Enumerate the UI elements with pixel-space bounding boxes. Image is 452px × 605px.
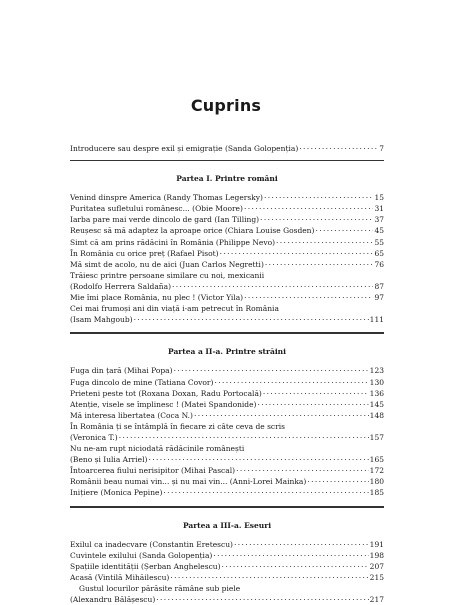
toc-entry-page: 172 xyxy=(369,466,384,476)
section-divider xyxy=(70,507,384,508)
toc-entry-title: Atenție, visele se împlinesc ! (Matei Spandonide) xyxy=(70,399,257,409)
toc-entry-page: 185 xyxy=(369,488,384,498)
toc-entry-title: În România cu orice preț (Rafael Pisot) xyxy=(70,248,219,258)
toc-entry-title: Prieteni peste tot (Roxana Doxan, Radu Portocală) xyxy=(70,388,262,398)
toc-entry-title-line: Gustul locurilor părăsite rămâne sub piele xyxy=(79,584,241,593)
toc-entry-title: Spațiile identității (Șerban Anghelescu) xyxy=(70,561,221,571)
toc-entry-title: Fuga din țară (Mihai Popa) xyxy=(70,366,173,376)
section-divider xyxy=(70,333,384,334)
toc-entry xyxy=(70,399,384,410)
toc-entry-page: 55 xyxy=(374,237,384,247)
toc-entry-page: 198 xyxy=(369,550,384,560)
section-heading: Partea I. Printre români xyxy=(176,174,278,184)
section-heading: Partea a III-a. Eseuri xyxy=(182,520,272,530)
toc-entry xyxy=(70,410,384,421)
toc-entry-page: 215 xyxy=(369,572,384,582)
toc-entry-page: 136 xyxy=(369,388,384,398)
toc-entry xyxy=(70,487,384,498)
dot-leader xyxy=(148,454,368,462)
toc-entry xyxy=(70,572,384,583)
toc-entry-page: 180 xyxy=(369,477,384,487)
dot-leader xyxy=(174,365,369,373)
toc-entry-page: 15 xyxy=(374,193,384,203)
dot-leader xyxy=(315,225,373,233)
toc-entry xyxy=(70,237,384,248)
toc-entry xyxy=(70,203,384,214)
toc-entry-page: 217 xyxy=(369,595,384,605)
dot-leader xyxy=(234,539,369,547)
toc-entry-page: 148 xyxy=(369,410,384,420)
toc-entry-title: (Beno și Iulia Arriel) xyxy=(70,455,148,465)
toc-entry xyxy=(70,259,384,270)
toc-entry-page: 76 xyxy=(374,259,384,269)
toc-entry-page: 65 xyxy=(374,248,384,258)
toc-entry xyxy=(70,377,384,388)
toc-entry-title: Exilul ca inadecvare (Constantin Eretescu) xyxy=(70,539,233,549)
toc-entry-title-line: Nu ne-am rupt niciodată rădăcinile românești xyxy=(70,444,245,454)
toc-entry-title: Mă simt de acolo, nu de aici (Juan Carlos Negretti) xyxy=(70,259,264,269)
toc-entry-title: Venind dinspre America (Randy Thomas Legersky) xyxy=(70,193,263,203)
toc-entry-page: 87 xyxy=(374,281,384,291)
toc-entry-page: 207 xyxy=(369,561,384,571)
toc-entry-title: (Rodolfo Herrera Saldaña) xyxy=(70,281,172,291)
dot-leader xyxy=(194,410,369,418)
dot-leader xyxy=(220,248,374,256)
toc-entry xyxy=(70,225,384,236)
toc-entry xyxy=(70,539,384,550)
toc-entry-title: Mă interesa libertatea (Coca N.) xyxy=(70,410,193,420)
toc-section xyxy=(70,333,384,506)
dot-leader xyxy=(119,432,369,440)
toc-entry-page: 145 xyxy=(369,399,384,409)
dot-leader xyxy=(170,572,368,580)
dot-leader xyxy=(156,594,368,602)
dot-leader xyxy=(163,487,368,495)
toc-entry-title: (Veronica T.) xyxy=(70,432,118,442)
toc-entry-page: 31 xyxy=(374,204,384,214)
toc-entry xyxy=(70,465,384,476)
toc-entry-page: 123 xyxy=(369,366,384,376)
toc-entry xyxy=(70,248,384,259)
dot-leader xyxy=(265,259,374,267)
toc-entry xyxy=(70,550,384,561)
toc-entry-title: (Isam Mahgoub) xyxy=(70,315,133,325)
toc-entry-title: Mie îmi place România, nu plec ! (Victor Yila) xyxy=(70,293,244,303)
dot-leader xyxy=(257,399,368,407)
toc-entry-title-line: Cei mai frumoși ani din viață i-am petrecut în România xyxy=(70,304,279,314)
dot-leader xyxy=(172,281,373,289)
toc-entry-title: Inițiere (Monica Pepine) xyxy=(70,488,163,498)
toc-entry-page: 37 xyxy=(374,215,384,225)
toc-entry-title: Simt că am prins rădăcini în România (Philippe Nevo) xyxy=(70,237,276,247)
toc-entry-page: 157 xyxy=(369,432,384,442)
dot-leader xyxy=(213,550,368,558)
toc-entry-page: 97 xyxy=(374,293,384,303)
dot-leader xyxy=(236,465,369,473)
toc-section xyxy=(70,154,384,333)
toc-entry-title: Cuvintele exilului (Sanda Golopenția) xyxy=(70,550,213,560)
toc-entry xyxy=(70,594,384,605)
toc-entry xyxy=(70,281,384,292)
page-title: Cuprins xyxy=(190,96,262,115)
toc-entry-title: Introducere sau despre exil și emigrație (Sanda Golopenția) xyxy=(70,144,299,153)
toc-entry-title-line: În România ți se întâmplă în fiecare zi câte ceva de scris xyxy=(70,421,285,431)
toc-entry xyxy=(70,454,384,465)
toc-entry-page: 45 xyxy=(374,226,384,236)
dot-leader xyxy=(263,388,369,396)
toc-entry xyxy=(70,292,384,303)
toc-entry-page: 130 xyxy=(369,377,384,387)
toc-entry-title: Iarba pare mai verde dincolo de gard (Ian Tilling) xyxy=(70,215,260,225)
dot-leader xyxy=(214,377,368,385)
toc-section xyxy=(70,507,384,605)
toc-entry-title: Românii beau numai vin... și nu mai vin... (Anni-Lorei Mainka) xyxy=(70,477,307,487)
dot-leader xyxy=(244,292,373,300)
toc-entry xyxy=(70,214,384,225)
dot-leader xyxy=(299,143,378,151)
toc-entry xyxy=(70,365,384,376)
toc-entry xyxy=(70,388,384,399)
dot-leader xyxy=(244,203,374,211)
toc-entry-title: Reușesc să mă adaptez la aproape orice (Chiara Louise Gosden) xyxy=(70,226,315,236)
toc-entry xyxy=(70,561,384,572)
dot-leader xyxy=(276,237,373,245)
toc-entry-page: 7 xyxy=(379,144,384,153)
toc-entry-title-line: Trăiesc printre persoane similare cu noi, mexicanii xyxy=(70,270,265,280)
toc-entry-title: (Alexandru Bălășescu) xyxy=(70,595,156,605)
table-of-contents xyxy=(70,143,384,605)
dot-leader xyxy=(222,561,369,569)
toc-entry-title: Fuga dincolo de mine (Tatiana Covor) xyxy=(70,377,214,387)
dot-leader xyxy=(264,192,374,200)
toc-entry-page: 191 xyxy=(369,539,384,549)
toc-entry-title: Întoarcerea fiului nerisipitor (Mihai Pascal) xyxy=(70,466,236,476)
dot-leader xyxy=(134,314,369,322)
toc-entry xyxy=(70,432,384,443)
toc-entry xyxy=(70,314,384,325)
section-divider xyxy=(70,160,384,161)
toc-entry-intro xyxy=(70,143,384,154)
toc-entry-title: Acasă (Vintilă Mihăilescu) xyxy=(70,572,170,582)
toc-entry-page: 165 xyxy=(369,455,384,465)
toc-entry xyxy=(70,476,384,487)
section-heading: Partea a II-a. Printre străini xyxy=(168,347,286,357)
toc-entry-title: Puritatea sufletului românesc... (Obie Moore) xyxy=(70,204,243,214)
dot-leader xyxy=(307,476,368,484)
toc-entry-page: 111 xyxy=(369,315,384,325)
dot-leader xyxy=(260,214,373,222)
toc-entry xyxy=(70,192,384,203)
